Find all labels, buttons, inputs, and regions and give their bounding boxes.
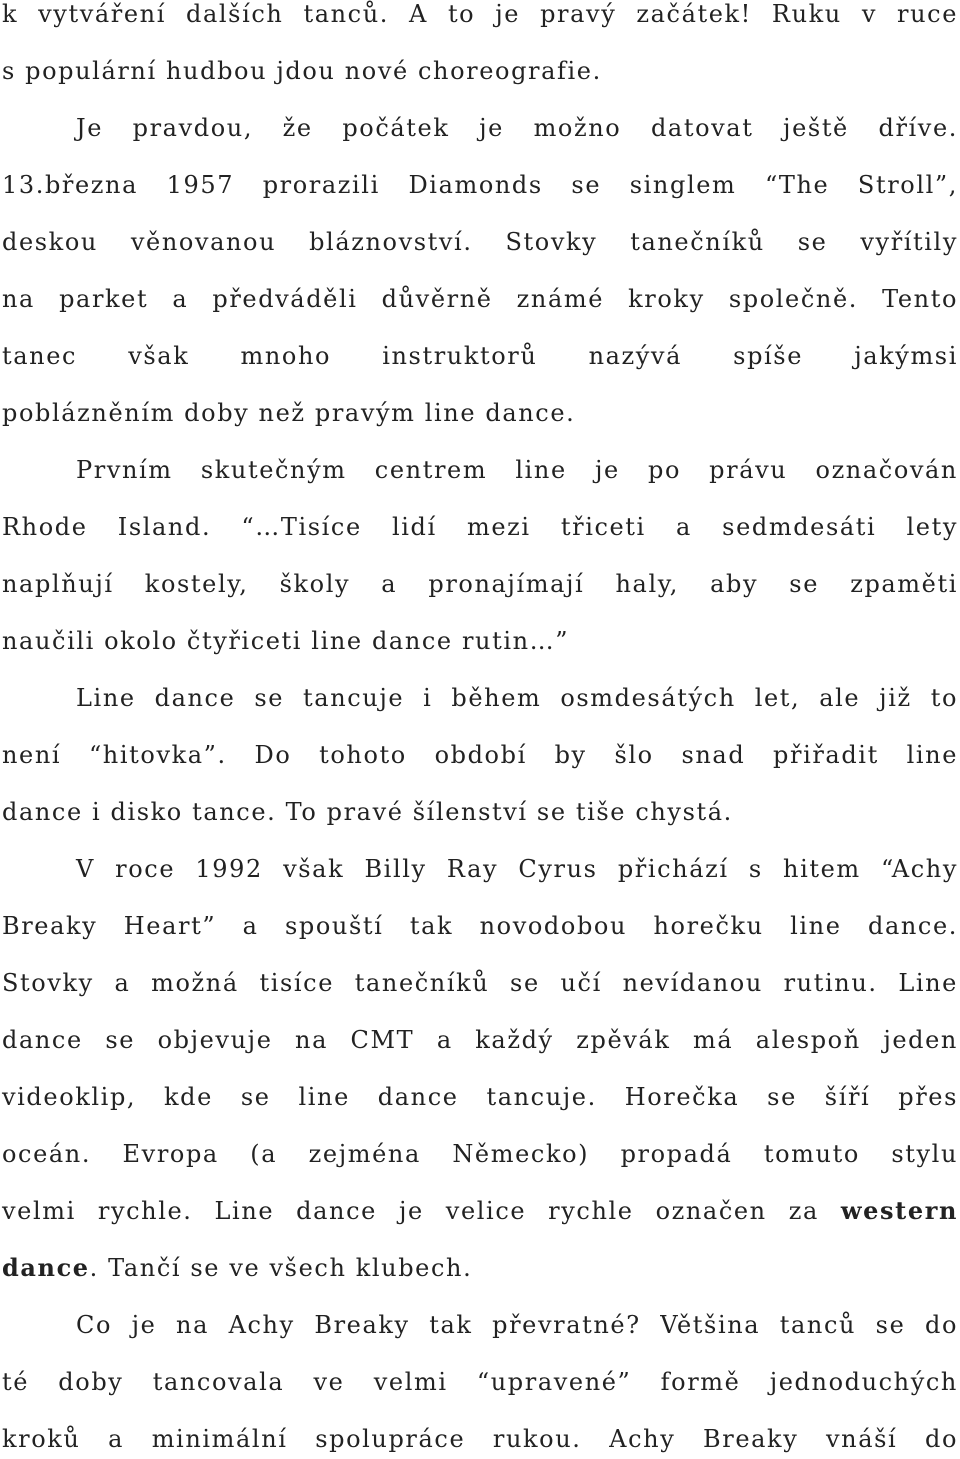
text-line: videoklip, kde se line dance tancuje. Horečka se šíří přes <box>2 1083 958 1111</box>
text-line: poblázněním doby než pravým line dance. <box>2 399 576 427</box>
line-text: velmi rychle. Line dance je velice rychle označen za <box>2 1197 819 1225</box>
text-line: Prvním skutečným centrem line je po právu označován <box>76 456 958 484</box>
text-line: dance se objevuje na CMT a každý zpěvák má alespoň jeden <box>2 1026 958 1054</box>
text-line: s populární hudbou jdou nové choreografie. <box>2 57 602 85</box>
text-line: není “hitovka”. Do tohoto období by šlo snad přiřadit line <box>2 741 958 769</box>
text-line <box>2 1191 958 1231</box>
text-line: k vytváření dalších tanců. A to je pravý začátek! Ruku v ruce <box>2 0 958 28</box>
text-line: té doby tancovala ve velmi “upravené” formě jednoduchých <box>2 1368 958 1396</box>
text-line: Breaky Heart” a spouští tak novodobou horečku line dance. <box>2 912 958 940</box>
text-line: dance i disko tance. To pravé šílenství se tiše chystá. <box>2 798 733 826</box>
text-line: V roce 1992 však Billy Ray Cyrus přichází s hitem “Achy <box>76 855 958 883</box>
text-line: tanec však mnoho instruktorů nazývá spíše jakýmsi <box>2 342 958 370</box>
text-line: deskou věnovanou bláznovství. Stovky tanečníků se vyřítily <box>2 228 958 256</box>
bold-term: western <box>840 1196 959 1225</box>
text-line: na parket a předváděli důvěrně známé kroky společně. Tento <box>2 285 958 313</box>
text-line: kroků a minimální spolupráce rukou. Achy Breaky vnáší do <box>2 1425 958 1453</box>
text-line: naplňují kostely, školy a pronajímají haly, aby se zpaměti <box>2 570 958 598</box>
text-line: oceán. Evropa (a zejména Německo) propadá tomuto stylu <box>2 1140 958 1168</box>
text-line: 13.března 1957 prorazili Diamonds se singlem “The Stroll”, <box>2 171 958 199</box>
bold-term: dance <box>2 1253 90 1282</box>
text-line: Line dance se tancuje i během osmdesátých let, ale již to <box>76 684 958 712</box>
text-line: Je pravdou, že počátek je možno datovat ještě dříve. <box>76 114 958 142</box>
text-line <box>2 1248 472 1288</box>
line-text: . Tančí se ve všech klubech. <box>89 1254 473 1282</box>
text-line: naučili okolo čtyřiceti line dance rutin…” <box>2 627 570 655</box>
text-line: Stovky a možná tisíce tanečníků se učí nevídanou rutinu. Line <box>2 969 958 997</box>
text-line: Rhode Island. “…Tisíce lidí mezi třiceti a sedmdesáti lety <box>2 513 958 541</box>
text-line: Co je na Achy Breaky tak převratné? Většina tanců se do <box>76 1311 958 1339</box>
